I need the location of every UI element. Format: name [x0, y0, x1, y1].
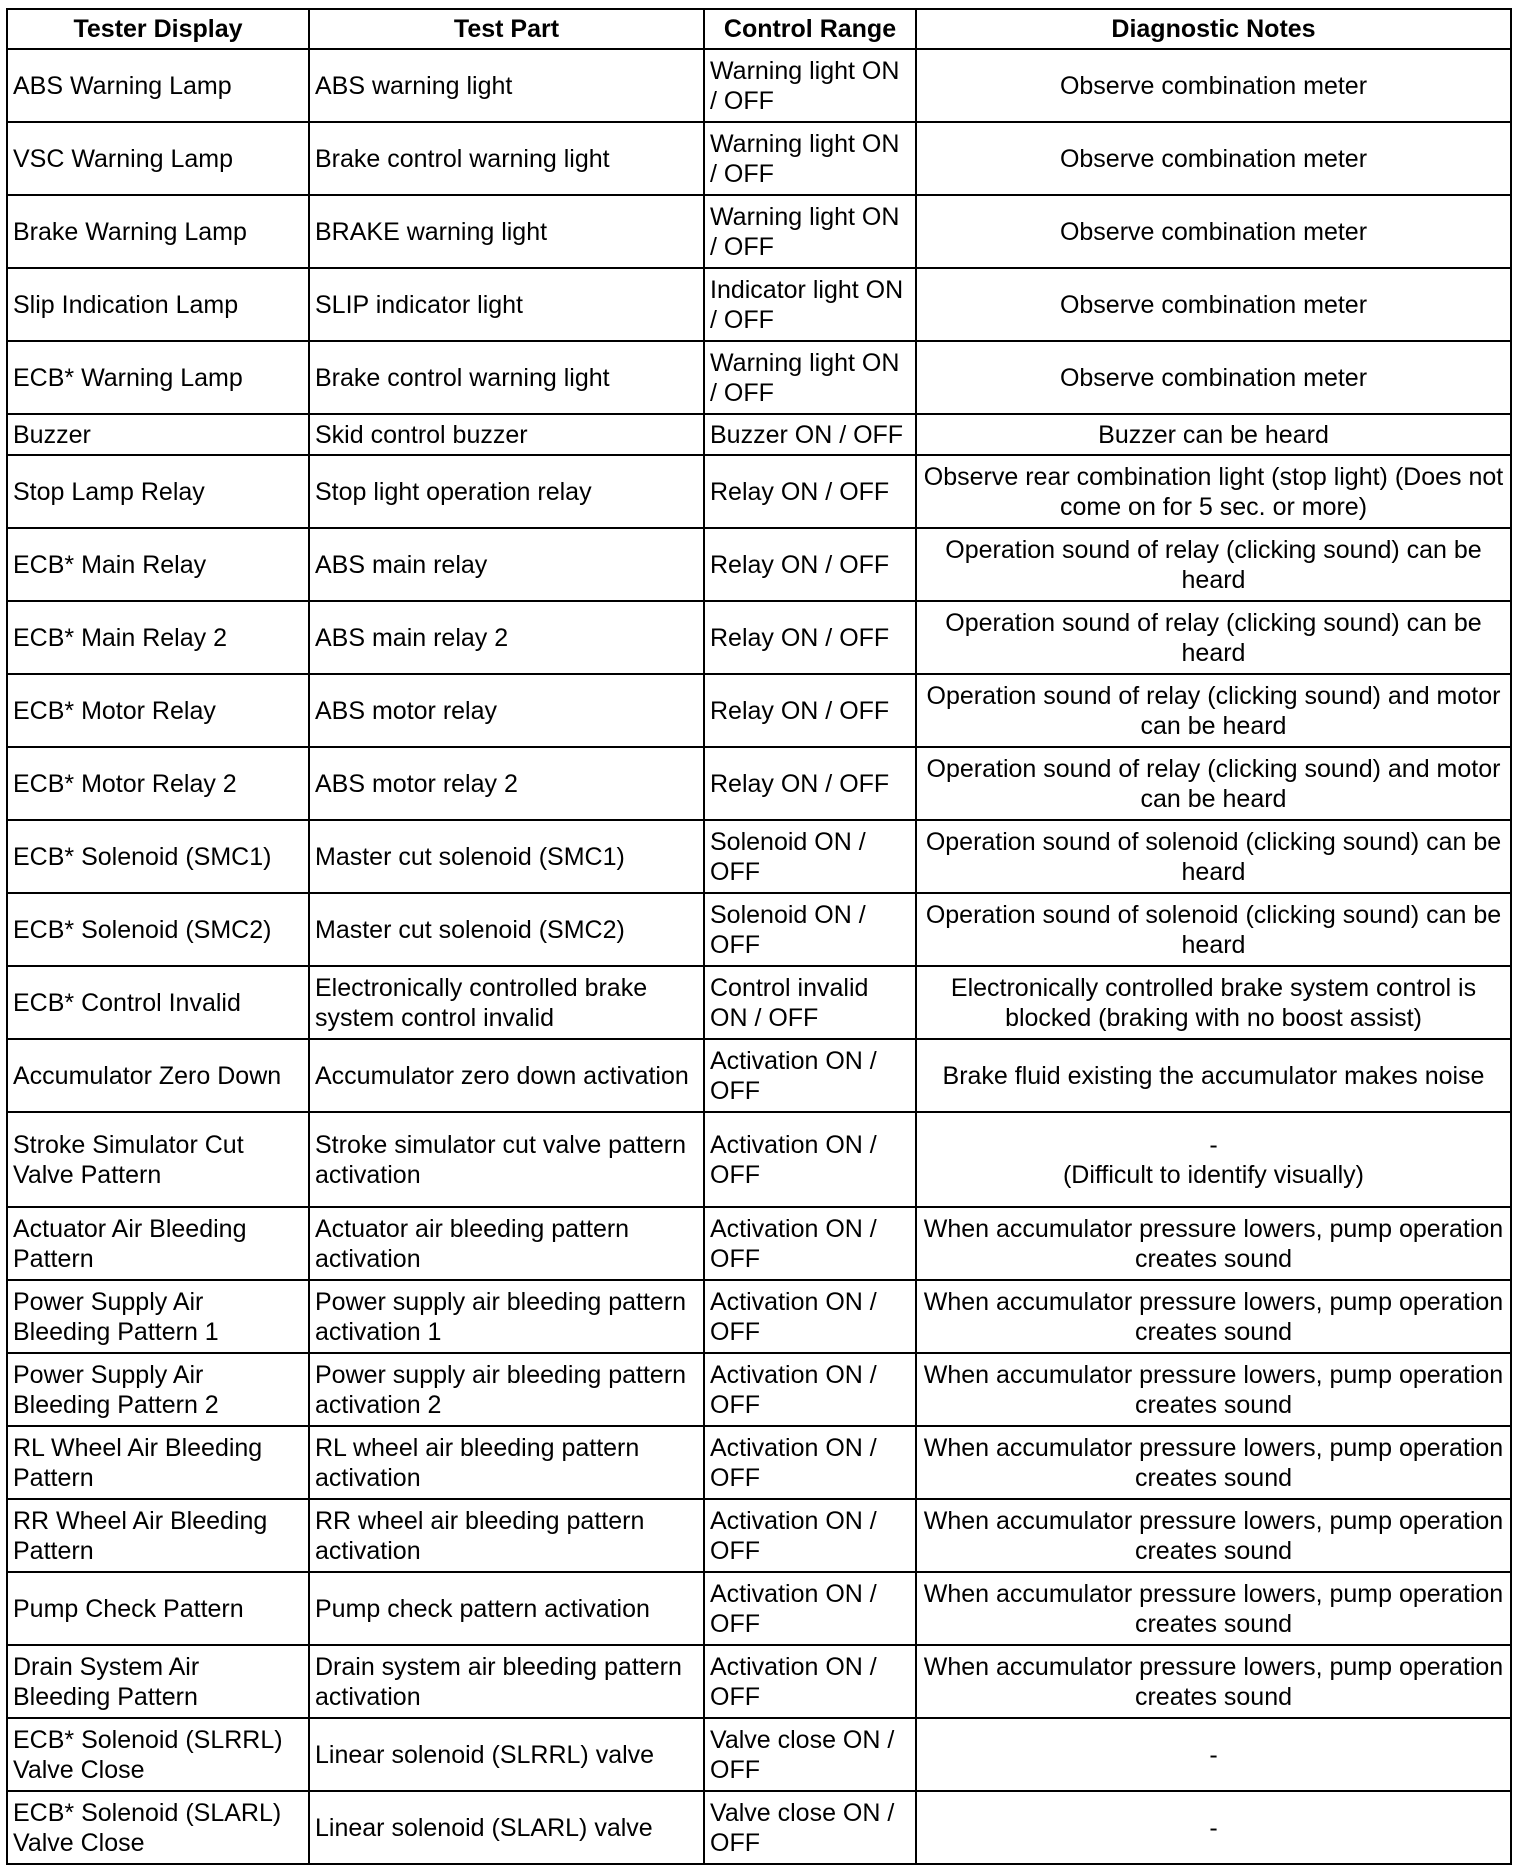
cell-diagnostic-notes: Brake fluid existing the accumulator makes noise: [916, 1039, 1511, 1112]
cell-test-part: Actuator air bleeding pattern activation: [309, 1207, 704, 1280]
cell-diagnostic-notes: When accumulator pressure lowers, pump operation creates sound: [916, 1572, 1511, 1645]
cell-tester-display: ECB* Motor Relay 2: [7, 747, 309, 820]
cell-test-part: ABS warning light: [309, 49, 704, 122]
cell-diagnostic-notes: Operation sound of solenoid (clicking sound) can be heard: [916, 893, 1511, 966]
table-row: [7, 414, 1511, 455]
cell-control-range: Relay ON / OFF: [704, 674, 916, 747]
cell-tester-display: ECB* Main Relay: [7, 528, 309, 601]
table-row: [7, 674, 1511, 747]
cell-diagnostic-notes: When accumulator pressure lowers, pump operation creates sound: [916, 1426, 1511, 1499]
cell-diagnostic-notes: Observe combination meter: [916, 122, 1511, 195]
cell-control-range: Solenoid ON / OFF: [704, 893, 916, 966]
cell-test-part: Electronically controlled brake system control invalid: [309, 966, 704, 1039]
table-row: [7, 747, 1511, 820]
cell-tester-display: Power Supply Air Bleeding Pattern 1: [7, 1280, 309, 1353]
cell-test-part: ABS motor relay 2: [309, 747, 704, 820]
cell-test-part: Master cut solenoid (SMC1): [309, 820, 704, 893]
cell-diagnostic-notes: When accumulator pressure lowers, pump operation creates sound: [916, 1280, 1511, 1353]
cell-control-range: Activation ON / OFF: [704, 1039, 916, 1112]
cell-tester-display: ECB* Solenoid (SMC2): [7, 893, 309, 966]
cell-control-range: Warning light ON / OFF: [704, 122, 916, 195]
cell-tester-display: ECB* Main Relay 2: [7, 601, 309, 674]
table-row: [7, 1280, 1511, 1353]
cell-control-range: Activation ON / OFF: [704, 1353, 916, 1426]
cell-tester-display: Brake Warning Lamp: [7, 195, 309, 268]
cell-test-part: ABS main relay: [309, 528, 704, 601]
cell-test-part: Accumulator zero down activation: [309, 1039, 704, 1112]
cell-tester-display: ECB* Control Invalid: [7, 966, 309, 1039]
cell-control-range: Activation ON / OFF: [704, 1645, 916, 1718]
table-row: [7, 1791, 1511, 1864]
cell-control-range: Control invalid ON / OFF: [704, 966, 916, 1039]
cell-tester-display: Buzzer: [7, 414, 309, 455]
cell-diagnostic-notes: -: [916, 1718, 1511, 1791]
cell-diagnostic-notes: Observe combination meter: [916, 49, 1511, 122]
cell-diagnostic-notes: Observe rear combination light (stop light) (Does not come on for 5 sec. or more): [916, 455, 1511, 528]
cell-control-range: Warning light ON / OFF: [704, 49, 916, 122]
cell-tester-display: Slip Indication Lamp: [7, 268, 309, 341]
table-row: [7, 341, 1511, 414]
table-row: [7, 49, 1511, 122]
table-row: [7, 268, 1511, 341]
table-row: [7, 601, 1511, 674]
cell-control-range: Activation ON / OFF: [704, 1207, 916, 1280]
cell-test-part: Skid control buzzer: [309, 414, 704, 455]
cell-test-part: SLIP indicator light: [309, 268, 704, 341]
cell-control-range: Solenoid ON / OFF: [704, 820, 916, 893]
cell-tester-display: Drain System Air Bleeding Pattern: [7, 1645, 309, 1718]
header-diagnostic-notes: Diagnostic Notes: [916, 9, 1511, 49]
cell-diagnostic-notes: Observe combination meter: [916, 341, 1511, 414]
cell-tester-display: RR Wheel Air Bleeding Pattern: [7, 1499, 309, 1572]
table-row: [7, 1039, 1511, 1112]
table-row: [7, 122, 1511, 195]
cell-tester-display: ECB* Solenoid (SLARL) Valve Close: [7, 1791, 309, 1864]
cell-test-part: Stop light operation relay: [309, 455, 704, 528]
header-tester-display: Tester Display: [7, 9, 309, 49]
cell-control-range: Activation ON / OFF: [704, 1280, 916, 1353]
cell-control-range: Valve close ON / OFF: [704, 1718, 916, 1791]
table-row: [7, 1207, 1511, 1280]
cell-control-range: Indicator light ON / OFF: [704, 268, 916, 341]
cell-test-part: Pump check pattern activation: [309, 1572, 704, 1645]
cell-tester-display: ABS Warning Lamp: [7, 49, 309, 122]
cell-tester-display: Accumulator Zero Down: [7, 1039, 309, 1112]
table-row: [7, 528, 1511, 601]
cell-control-range: Buzzer ON / OFF: [704, 414, 916, 455]
cell-tester-display: VSC Warning Lamp: [7, 122, 309, 195]
cell-tester-display: Pump Check Pattern: [7, 1572, 309, 1645]
cell-diagnostic-notes: Electronically controlled brake system control is blocked (braking with no boost assist): [916, 966, 1511, 1039]
cell-test-part: RR wheel air bleeding pattern activation: [309, 1499, 704, 1572]
cell-diagnostic-notes: Operation sound of relay (clicking sound) and motor can be heard: [916, 674, 1511, 747]
cell-test-part: Master cut solenoid (SMC2): [309, 893, 704, 966]
cell-diagnostic-notes: When accumulator pressure lowers, pump operation creates sound: [916, 1353, 1511, 1426]
cell-control-range: Relay ON / OFF: [704, 455, 916, 528]
cell-control-range: Warning light ON / OFF: [704, 341, 916, 414]
cell-test-part: Linear solenoid (SLRRL) valve: [309, 1718, 704, 1791]
cell-diagnostic-notes: When accumulator pressure lowers, pump operation creates sound: [916, 1207, 1511, 1280]
cell-test-part: Power supply air bleeding pattern activation 2: [309, 1353, 704, 1426]
table-row: [7, 455, 1511, 528]
table-row: [7, 1499, 1511, 1572]
cell-test-part: Stroke simulator cut valve pattern activation: [309, 1112, 704, 1207]
cell-test-part: ABS main relay 2: [309, 601, 704, 674]
cell-test-part: Brake control warning light: [309, 122, 704, 195]
table-row: [7, 1426, 1511, 1499]
cell-diagnostic-notes: Observe combination meter: [916, 268, 1511, 341]
cell-diagnostic-notes: Operation sound of relay (clicking sound) and motor can be heard: [916, 747, 1511, 820]
cell-test-part: ABS motor relay: [309, 674, 704, 747]
cell-diagnostic-notes: Operation sound of relay (clicking sound) can be heard: [916, 528, 1511, 601]
cell-test-part: BRAKE warning light: [309, 195, 704, 268]
cell-control-range: Warning light ON / OFF: [704, 195, 916, 268]
cell-test-part: Linear solenoid (SLARL) valve: [309, 1791, 704, 1864]
table-row: [7, 820, 1511, 893]
table-row: [7, 1645, 1511, 1718]
cell-diagnostic-notes: [916, 1112, 1511, 1207]
cell-tester-display: Stroke Simulator Cut Valve Pattern: [7, 1112, 309, 1207]
notes-stack: [922, 1130, 1505, 1190]
cell-test-part: Brake control warning light: [309, 341, 704, 414]
cell-tester-display: ECB* Warning Lamp: [7, 341, 309, 414]
cell-control-range: Activation ON / OFF: [704, 1499, 916, 1572]
table-row: [7, 966, 1511, 1039]
cell-control-range: Activation ON / OFF: [704, 1426, 916, 1499]
cell-diagnostic-notes: -: [916, 1791, 1511, 1864]
cell-diagnostic-notes: Operation sound of relay (clicking sound) can be heard: [916, 601, 1511, 674]
notes-dash: -: [1209, 1130, 1218, 1159]
cell-diagnostic-notes: Operation sound of solenoid (clicking sound) can be heard: [916, 820, 1511, 893]
header-test-part: Test Part: [309, 9, 704, 49]
cell-tester-display: Stop Lamp Relay: [7, 455, 309, 528]
cell-tester-display: Actuator Air Bleeding Pattern: [7, 1207, 309, 1280]
table-row: [7, 1353, 1511, 1426]
cell-test-part: Power supply air bleeding pattern activation 1: [309, 1280, 704, 1353]
cell-control-range: Activation ON / OFF: [704, 1112, 916, 1207]
table-row: [7, 1112, 1511, 1207]
header-control-range: Control Range: [704, 9, 916, 49]
cell-test-part: Drain system air bleeding pattern activation: [309, 1645, 704, 1718]
cell-tester-display: Power Supply Air Bleeding Pattern 2: [7, 1353, 309, 1426]
cell-diagnostic-notes: Buzzer can be heard: [916, 414, 1511, 455]
table-row: [7, 195, 1511, 268]
cell-tester-display: RL Wheel Air Bleeding Pattern: [7, 1426, 309, 1499]
table-row: [7, 893, 1511, 966]
table-row: [7, 1718, 1511, 1791]
cell-diagnostic-notes: When accumulator pressure lowers, pump operation creates sound: [916, 1645, 1511, 1718]
active-test-table: [6, 8, 1512, 1865]
cell-control-range: Activation ON / OFF: [704, 1572, 916, 1645]
cell-control-range: Relay ON / OFF: [704, 601, 916, 674]
cell-tester-display: ECB* Motor Relay: [7, 674, 309, 747]
cell-control-range: Valve close ON / OFF: [704, 1791, 916, 1864]
cell-diagnostic-notes: Observe combination meter: [916, 195, 1511, 268]
table-row: [7, 1572, 1511, 1645]
cell-tester-display: ECB* Solenoid (SLRRL) Valve Close: [7, 1718, 309, 1791]
cell-tester-display: ECB* Solenoid (SMC1): [7, 820, 309, 893]
table-header-row: [7, 9, 1511, 49]
cell-test-part: RL wheel air bleeding pattern activation: [309, 1426, 704, 1499]
cell-control-range: Relay ON / OFF: [704, 528, 916, 601]
cell-control-range: Relay ON / OFF: [704, 747, 916, 820]
notes-caveat: (Difficult to identify visually): [1062, 1160, 1365, 1189]
cell-diagnostic-notes: When accumulator pressure lowers, pump operation creates sound: [916, 1499, 1511, 1572]
